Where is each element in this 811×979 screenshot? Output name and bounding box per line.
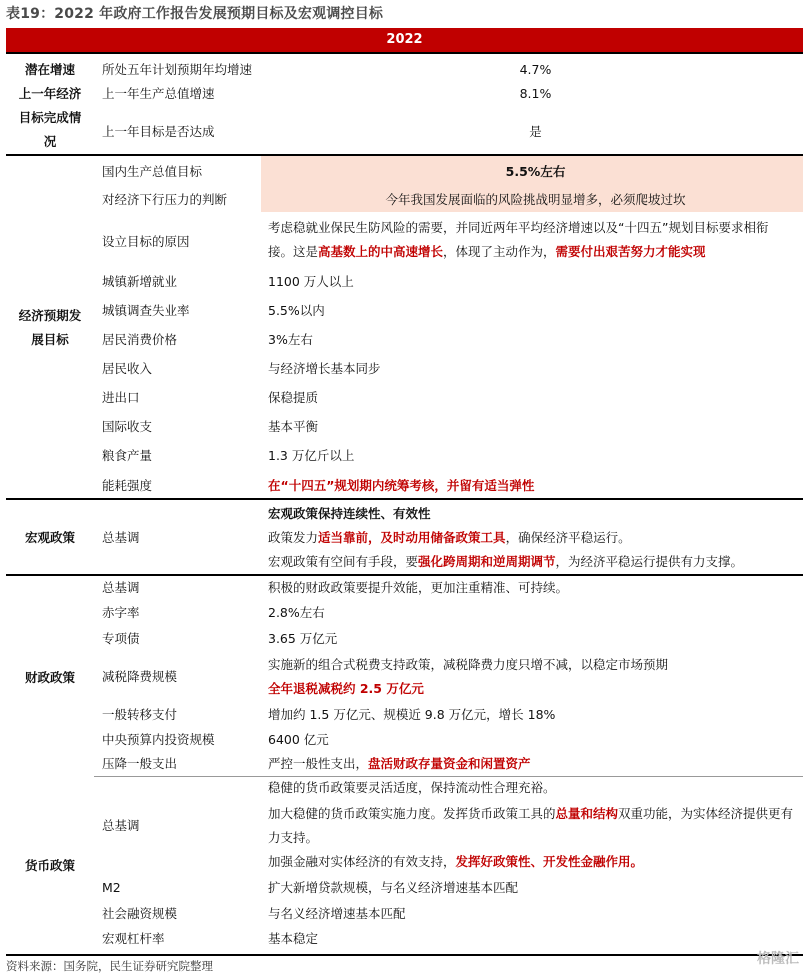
row-item: 赤字率 [102, 605, 140, 620]
section-prior-year [6, 52, 803, 154]
row-item: 压降一般支出 [102, 756, 178, 771]
label-line: 况 [43, 134, 57, 149]
row-value: 3%左右 [268, 332, 313, 347]
row-item: 社会融资规模 [102, 906, 178, 921]
row-item: 城镇调查失业率 [102, 303, 190, 318]
energy-value: 在“十四五”规划期内统筹考核，并留有适当弹性 [268, 478, 535, 493]
row-value: 1100 万人以上 [268, 274, 354, 289]
row-item: 上一年目标是否达成 [102, 124, 215, 139]
text-span: ，确保经济平稳运行。 [505, 530, 631, 545]
tax-line-2: 全年退税减税约 2.5 万亿元 [268, 681, 424, 696]
macro-line-2 [268, 526, 631, 550]
emphasis-text: 需要付出艰苦努力才能实现 [555, 244, 706, 259]
row-item: 居民收入 [102, 361, 153, 376]
row-value: 今年我国发展面临的风险挑战明显增多，必须爬坡过坎 [385, 192, 686, 207]
gdp-target-value: 5.5%左右 [505, 164, 566, 179]
row-item: 中央预算内投资规模 [102, 732, 215, 747]
table-title: 表19：2022 年政府工作报告发展预期目标及宏观调控目标 [6, 6, 384, 22]
text-span: ，体现了主动作为， [443, 244, 556, 259]
text-span: 严控一般性支出， [268, 756, 369, 771]
row-item: 国际收支 [102, 419, 153, 434]
row-value: 与名义经济增速基本匹配 [268, 906, 406, 921]
text-span: 加大稳健的货币政策实施力度。发挥货币政策工具的 [268, 806, 556, 821]
watermark-logo: 格隆汇 [757, 951, 799, 967]
row-item: 对经济下行压力的判断 [102, 192, 228, 207]
monetary-line-2 [268, 802, 793, 826]
macro-line-3 [268, 550, 743, 574]
text-span: 政策发力 [268, 530, 319, 545]
row-value: 5.5%以内 [268, 303, 325, 318]
row-item: 设立目标的原因 [102, 234, 190, 249]
row-value: 保稳提质 [268, 390, 319, 405]
row-item: 一般转移支付 [102, 707, 178, 722]
row-value: 1.3 万亿斤以上 [268, 448, 355, 463]
text-span: ，为经济平稳运行提供有力支撑。 [555, 554, 744, 569]
row-value: 基本平衡 [268, 419, 319, 434]
macro-line-1: 宏观政策保持连续性、有效性 [268, 506, 431, 521]
text-span: 加强金融对实体经济的有效支持， [268, 854, 456, 869]
row-value: 基本稳定 [268, 931, 319, 946]
row-item: 进出口 [102, 390, 140, 405]
year-header: 2022 [6, 28, 803, 52]
row-item: 宏观杠杆率 [102, 931, 165, 946]
section-label-expected-targets [6, 304, 94, 352]
section-expected-targets [6, 154, 803, 498]
section-label-monetary-policy: 货币政策 [24, 858, 75, 873]
text-span: 接。这是 [268, 244, 319, 259]
monetary-line-4 [268, 850, 643, 874]
reason-line-1: 考虑稳就业保民生防风险的需要，并同近两年平均经济增速以及“十四五”规划目标要求相衔 [268, 220, 769, 235]
emphasis-text: 发挥好政策性、开发性金融作用。 [455, 854, 644, 869]
text-span: 宏观政策有空间有手段，要 [268, 554, 419, 569]
row-value: 2.8%左右 [268, 605, 325, 620]
row-value: 积极的财政政策要提升效能，更加注重精准、可持续。 [268, 580, 569, 595]
row-item: 总基调 [102, 580, 140, 595]
emphasis-text: 及时动用储备政策工具 [380, 530, 506, 545]
row-value: 6400 亿元 [268, 732, 329, 747]
section-label-macro-policy: 宏观政策 [24, 530, 75, 545]
monetary-line-3: 力支持。 [268, 830, 319, 845]
row-item: 能耗强度 [102, 478, 153, 493]
emphasis-text: 强化跨周期和逆周期调节 [418, 554, 556, 569]
source-note: 资料来源：国务院，民生证券研究院整理 [6, 959, 213, 973]
reason-line-2 [268, 240, 706, 264]
expense-value [268, 752, 531, 776]
label-line: 经济预期发 [18, 308, 82, 323]
section-label-prior-year [6, 58, 94, 154]
row-item: M2 [102, 880, 121, 895]
row-item: 城镇新增就业 [102, 274, 178, 289]
row-item: 粮食产量 [102, 448, 153, 463]
emphasis-text: ， [368, 530, 381, 545]
emphasis-text: 总量和结构 [555, 806, 619, 821]
section-fiscal-policy [6, 574, 803, 776]
row-item: 所处五年计划预期年均增速 [102, 62, 253, 77]
label-line: 潜在增速 [24, 62, 75, 77]
row-value: 8.1% [519, 86, 552, 101]
row-value: 4.7% [519, 62, 552, 77]
row-value: 扩大新增贷款规模，与名义经济增速基本匹配 [268, 880, 519, 895]
row-value: 增加约 1.5 万亿元、规模近 9.8 万亿元，增长 18% [268, 707, 556, 722]
section-macro-policy [6, 498, 803, 574]
row-item: 上一年生产总值增速 [102, 86, 215, 101]
label-line: 上一年经济 [18, 86, 82, 101]
bottom-rule [6, 954, 803, 956]
emphasis-text: 盘活财政存量资金和闲置资产 [368, 756, 531, 771]
section-label-fiscal-policy: 财政政策 [24, 670, 75, 685]
row-item: 总基调 [102, 530, 140, 545]
tax-line-1: 实施新的组合式税费支持政策，减税降费力度只增不减，以稳定市场预期 [268, 657, 669, 672]
emphasis-text: 适当靠前 [318, 530, 369, 545]
row-item: 居民消费价格 [102, 332, 178, 347]
label-line: 展目标 [31, 332, 69, 347]
row-item: 总基调 [102, 818, 140, 833]
row-item: 国内生产总值目标 [102, 164, 203, 179]
row-value: 3.65 万亿元 [268, 631, 338, 646]
row-item: 减税降费规模 [102, 669, 178, 684]
label-line: 目标完成情 [18, 110, 82, 125]
row-item: 专项债 [102, 631, 140, 646]
text-span: 双重功能，为实体经济提供更有 [618, 806, 794, 821]
row-value: 是 [529, 124, 542, 139]
monetary-line-1: 稳健的货币政策要灵活适度，保持流动性合理充裕。 [268, 780, 556, 795]
emphasis-text: 高基数上的中高速增长 [318, 244, 444, 259]
section-monetary-policy [6, 776, 803, 954]
row-value: 与经济增长基本同步 [268, 361, 381, 376]
